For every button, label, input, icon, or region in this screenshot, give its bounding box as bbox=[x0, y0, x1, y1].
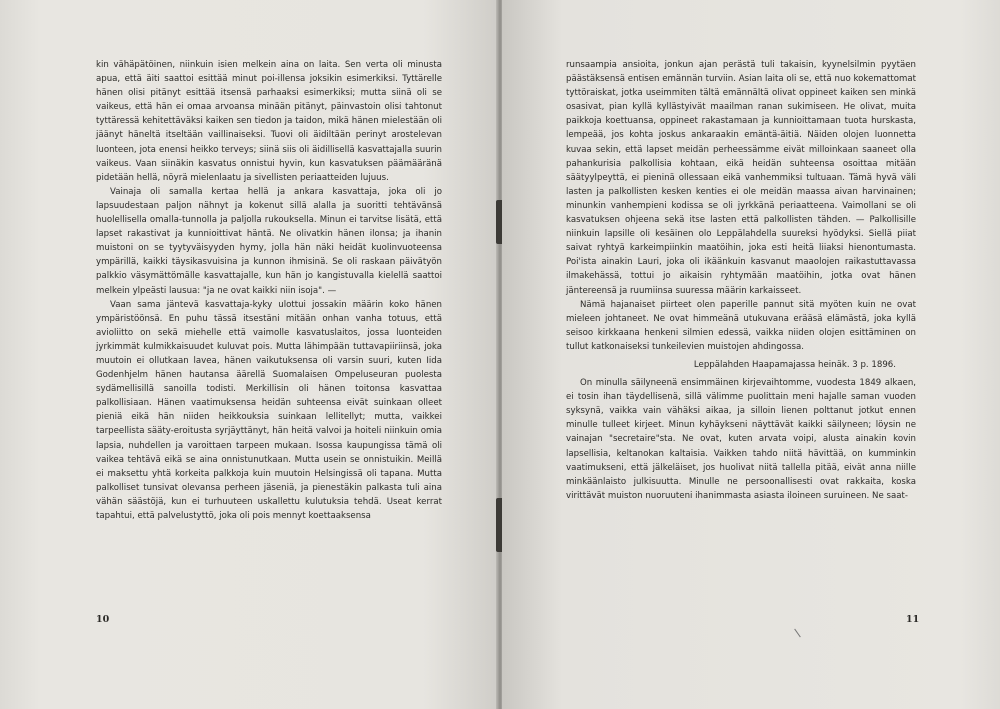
left-page bbox=[0, 0, 498, 709]
left-page-number: 10 bbox=[96, 614, 110, 625]
left-paragraph-2: Vainaja oli samalla kertaa hellä ja ankara kasvattaja, joka oli jo lapsuudestaan paljon nähnyt ja kokenut sillä alalla ja suoritti tehtävänsä huolellisella omalla-tunnolla ja paljolla rukouksella. Minun ei tarvitse lisätä, että lapset rakastivat ja kunnioittivat häntä. Ne olivatkin hänen ilonsa; ja ihanin muistoni on se tyytyväisyyden hymy, jolla hän näki heidät kuolinvuoteensa ympärillä, kaikki täysikasvuisina ja kunnon ihmisinä. Se oli raskaan päivätyön palkkio väsymättömälle kasvattajalle, kun hän jo kangistuvalla kielellä saattoi melkein ylpeästi lausua: "ja ne ovat kaikki niin isoja". — bbox=[96, 186, 442, 296]
right-page bbox=[502, 0, 1000, 709]
right-paragraph-3: On minulla säilyneenä ensimmäinen kirjevaihtomme, vuodesta 1849 alkaen, ei tosin ihan täydellisenä, sillä välimme puolittain meni hajalle saman vuoden syksynä, vaikka vain vähäksi aikaa, ja silloin lienen polttanut jotkut ennen minulle tulleet kirjeet. Minun kyhäykseni näyttävät kaikki säilyneen; löysin ne vainajan "secretaire"sta. Ne ovat, kuten arvata voipi, alusta ainakin kovin lapsellisia, keltanokan kaltaisia. Vaikken tahdo niitä hävittää, on kumminkin vaatimukseni, että jälkeläiset, jos huolivat niitä tallella pitää, eivät anna niille minkäänlaisto julkisuutta. Minulle ne persoonallisesti ovat rakkaita, koska virittävät muiston nuoruuteni ihanimmasta asiasta iloineen suruineen. Ne saat- bbox=[566, 378, 916, 501]
left-page-text bbox=[96, 58, 442, 523]
right-page-text bbox=[566, 58, 916, 503]
right-paragraph-1: runsaampia ansioita, jonkun ajan perästä tuli takaisin, kyynelsilmin pyytäen päästäksensä entisen emännän turviin. Asian laita oli se, että nuo kokemattomat tyttöraiskat, jotka useimmiten tältä emännältä olivat oppineet kaiken sen minkä osasivat, pian kyllä kyllästyivät maailman ranan sukimiseen. He olivat, muita paikkoja koettuansa, oppineet rakastamaan ja kunnioittamaan tuota hurskasta, lempeää, jos kohta joskus ankaraakin emäntä-äitiä. Näiden olojen luonnetta kuvaa sekin, että lapset meidän perheessämme eivät milloinkaan saaneet olla pahankurisia palkollisia kohtaan, eikä heidän suhteensa osoittaa mitään säätyylpeyttä, ei pieninä ollessaan eikä vanhemmiksi tultuaan. Tämä hyvä väli lasten ja palkollisten kesken kenties ei ole meidän maassa aivan harvinainen; minunkin vanhempieni kodissa se oli jyrkkänä periaatteena. Vaimollani se oli kasvatuksen ohjeena sekä itse lasten että palkollisten tähden. — Palkollisille niinkuin lapsille oli kesäinen olo Leppälahdella suureksi hyödyksi. Siellä piiat saivat ryhtyä karkeimpiinkin maatöihin, joka esti heitä liiaksi hienontumasta. Poi'ista ainakin Lauri, joka oli ikäänkuin kasvanut maaolojen raikastuttavassa ilmakehässä, tottui jo aikaisin ryhtymään maatöihin, jotka ovat hänen jäntereensä ja ruumiinsa suuressa määrin karkaisseet. bbox=[566, 60, 916, 296]
left-paragraph-1: kin vähäpätöinen, niinkuin isien melkein aina on laita. Sen verta oli minusta apua, että äiti saattoi esittää minut poi-illensa joksikin esimerkiksi. Tyttärelle hänen olisi pitänyt esittää itsensä parhaaksi esimerkiksi; mutta siinä oli se vaikeus, että hän ei omaa arvoansa minään pitänyt, päinvastoin olisi tahtonut tyttäressä kehitettäväksi kaiken sen tiedon ja taidon, mikä hänen mielestään oli jäänyt häneltä itseltään vaillinaiseksi. Tuovi oli äidiltään perinyt arostelevan luonteen, jota enensi heikko terveys; siinä siis oli äidillisellä kasvattajalla suurin vaikeus. Vaan siinäkin kasvatus onnistui hyvin, kun kasvatuksen päämääränä pidetään hellä, nöyrä mielenlaatu ja sivellisten periaatteiden lujuus. bbox=[96, 60, 442, 183]
pencil-mark-icon bbox=[794, 629, 801, 638]
left-paragraph-3: Vaan sama jäntevä kasvattaja-kyky ulottui jossakin määrin koko hänen ympäristöönsä. En puhu tässä itsestäni mitään onhan vanha totuus, että avioliitto on sekä miehelle että vaimolle kasvatuslaitos, jossa luonteiden jyrkimmät kulmikkaisuudet kuluvat pois. Mutta lähimpään tuttavapiiriinsä, joka muutoin ei ollutkaan lavea, hänen vaikutuksensa oli varsin suuri, kuten Iida Godenhjelm hänen hautansa äärellä Suomalaisen Ompeluseuran puolesta sydämellisillä sanoilla todisti. Merkillisin oli hänen toitonsa kasvattaa palkollisiaan. Hänen vaatimuksensa heidän suhteensa eivät suinkaan olleet pieniä eikä hän niiden heikkouksia suinkaan lellitellyt; mutta, vaikkei tarpeellista sääty-eroitusta syrjäyttänyt, hän heitä valvoi ja hoiteli niinkuin omia lapsia, nuhdellen ja varoittaen tarpeen mukaan. Isossa kaupungissa tämä oli vaikea tehtävä eikä se aina onnistunutkaan. Mutta usein se onnistuikin. Meillä ei maksettu yhtä korkeita palkkoja kuin muutoin Helsingissä oli tapana. Mutta palkolliset tunsivat olevansa perheen jäseniä, ja pienestäkin palkasta tuli aina vähän säästöjä, kun ei turhuuteen uskallettu kulutuksia tehdä. Useat kerrat tapahtui, että palvelustyttö, joka oli pois mennyt koettaaksensa bbox=[96, 299, 442, 521]
right-page-number: 11 bbox=[906, 614, 920, 625]
dateline: Leppälahden Haapamajassa heinäk. 3 p. 1896. bbox=[693, 359, 896, 370]
right-paragraph-2: Nämä hajanaiset piirteet olen paperille pannut sitä myöten kuin ne ovat mieleen johtaneet. Ne ovat himmeänä utukuvana erääsä elämästä, joka kyllä seisoo kirkkaana henkeni silmien edessä, vaikka niiden olojen esittäminen on tullut katkonaiseksi tunkeilevien muistojen ahdingossa. bbox=[566, 299, 916, 352]
